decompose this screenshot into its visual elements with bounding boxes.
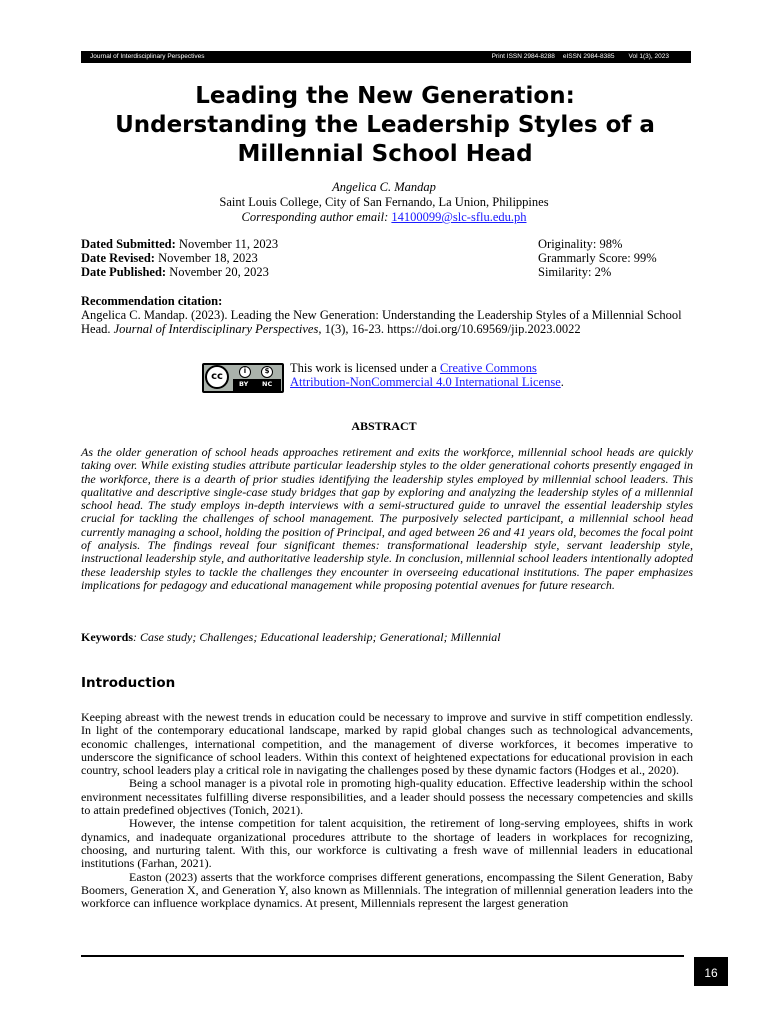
volume-info: Vol 1(3), 2023 — [628, 53, 669, 60]
published-date: November 20, 2023 — [169, 265, 269, 279]
license-text-end: . — [560, 375, 564, 389]
citation-text-end: , 1(3), 16-23. https://doi.org/10.69569/jip.2023.0022 — [318, 322, 581, 336]
license-text — [290, 361, 564, 389]
abstract-text: As the older generation of school heads approaches retirement and exits the workforce, millennial school heads are quickly taking over. While existing studies attribute particular leadership styles to the older generational cohorts presently engaged in the workforce, there is a dearth of prior studies identifying the leadership styles employed by millennial school leaders. This qualitative and descriptive single-case study bridges that gap by exploring and analyzing the leadership styles of a millennial school head. The study employs in-depth interviews with a semi-structured guide to unravel the essential leadership styles crucial for tackling the challenges of school management. The purposively selected participant, a millennial school head currently managing a school, holding the position of Principal, and aged between 26 and 41 years old, becomes the focal point of analysis. The findings reveal four significant themes: transformational leadership style, servant leadership style, instructional leadership style, and authoritative leadership style. In conclusion, millennial school leaders intentionally adopted these leadership styles to tackle the challenges they encounter in overseeing educational institutions. The paper emphasizes implications for pedagogy and educational management while proposing potential avenues for future research. — [81, 445, 693, 592]
license-text-start: This work is licensed under a — [290, 361, 440, 375]
author-block — [0, 180, 768, 225]
badge-by-label: BY — [239, 380, 249, 388]
keywords-label: Keywords — [81, 630, 133, 644]
similarity-score: Similarity: 2% — [538, 265, 612, 279]
attribution-person-icon: i — [239, 366, 251, 378]
license-link-line-1[interactable]: Creative Commons — [439, 361, 537, 375]
license-link-line-2[interactable]: Attribution-NonCommercial 4.0 International License — [290, 375, 561, 389]
title-line-2: Understanding the Leadership Styles of a — [115, 112, 655, 138]
license-block — [202, 361, 662, 393]
title-line-3: Millennial School Head — [237, 141, 533, 167]
print-issn: Print ISSN 2984-8288 — [491, 53, 555, 60]
submitted-label: Dated Submitted: — [81, 237, 176, 251]
originality-score: Originality: 98% — [538, 237, 623, 251]
grammarly-score: Grammarly Score: 99% — [538, 251, 657, 265]
author-name: Angelica C. Mandap — [332, 180, 436, 194]
publication-dates — [81, 237, 278, 279]
footer-rule — [81, 955, 684, 957]
revised-date: November 18, 2023 — [158, 251, 258, 265]
paper-title — [40, 82, 730, 169]
citation-text — [81, 308, 693, 336]
submitted-date: November 11, 2023 — [178, 237, 279, 251]
citation-label: Recommendation citation: — [81, 294, 223, 308]
email-label: Corresponding author email: — [241, 210, 389, 224]
introduction-body — [81, 711, 693, 910]
cc-logo-icon: cc — [205, 365, 229, 389]
intro-paragraph-2: Being a school manager is a pivotal role in promoting high-quality education. Effective leadership within the school environment necessitates fulfilling diverse responsibilities, and a leader should possess the necessary competencies and skills to attain predefined objectives (Tonich, 2021). — [81, 776, 693, 818]
published-label: Date Published: — [81, 265, 167, 279]
keywords-text: : Case study; Challenges; Educational leadership; Generational; Millennial — [133, 630, 501, 644]
citation-text-start: Angelica C. Mandap. (2023). Leading the New Generation: Understanding the Leadership Styles of a Millennial School Head. — [81, 308, 682, 336]
issn-info — [484, 51, 669, 63]
title-line-1: Leading the New Generation: — [195, 83, 575, 109]
intro-paragraph-1: Keeping abreast with the newest trends in education could be necessary to improve and survive in stiff competition endlessly. In light of the contemporary educational landscape, marked by rapid global changes such as technological advancements, economic challenges, international competition, and the management of diverse workforces, it becomes imperative to underscore the significance of school leaders. Within this context of heightened expectations for educational provision in each country, school leaders play a critical role in navigating the challenges posed by these dynamic factors (Hodges et al., 2020). — [81, 710, 693, 778]
author-email-line — [0, 210, 768, 225]
recommendation-citation — [81, 294, 693, 336]
revised-label: Date Revised: — [81, 251, 155, 265]
author-affiliation: Saint Louis College, City of San Fernando, La Union, Philippines — [219, 195, 549, 209]
journal-name: Journal of Interdisciplinary Perspectives — [90, 53, 205, 60]
citation-journal: Journal of Interdisciplinary Perspectives — [113, 322, 319, 336]
cc-by-nc-badge[interactable] — [202, 363, 284, 393]
intro-paragraph-3: However, the intense competition for talent acquisition, the retirement of long-serving employees, shifts in work dynamics, and inadequate organizational procedures attribute to the shortage of leaders in workplaces for recognizing, choosing, and nurturing talent. With this, our workforce is cultivating a fresh wave of millennial leaders in educational institutions (Farhan, 2021). — [81, 816, 693, 871]
eissn: eISSN 2984-8385 — [562, 53, 615, 60]
noncommercial-dollar-icon: $ — [261, 366, 273, 378]
badge-nc-label: NC — [262, 380, 273, 388]
quality-scores — [538, 237, 657, 279]
intro-paragraph-4: Easton (2023) asserts that the workforce comprises different generations, encompassing the Silent Generation, Baby Boomers, Generation X, and Generation Y, also known as Millennials. The integration of millennial generation leaders into the workforce can influence workplace dynamics. At present, Millennials represent the largest generation — [81, 869, 693, 911]
abstract-heading: ABSTRACT — [351, 419, 417, 433]
keywords-line — [81, 630, 501, 645]
author-email-link[interactable]: 14100099@slc-sflu.edu.ph — [391, 210, 527, 224]
journal-header-bar — [81, 51, 691, 63]
introduction-heading: Introduction — [81, 675, 176, 691]
page-number: 16 — [694, 957, 728, 986]
